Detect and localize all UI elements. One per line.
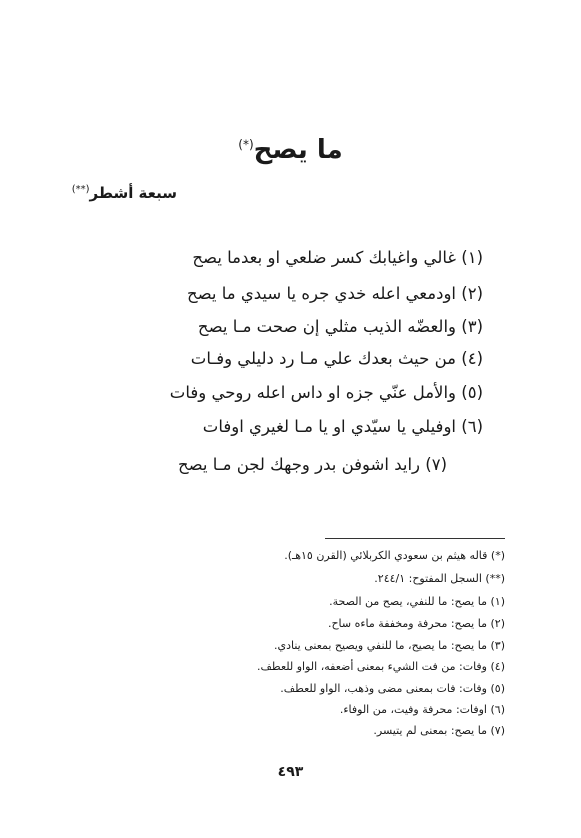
verse-line-1: (١) غالي واغيابك كسر ضلعي او بعدما يصح: [192, 248, 483, 267]
poem-subtitle-footnote-mark: (**): [71, 184, 90, 195]
footnote-item: (٣) ما يصح: ما يصيح، ما للنفي ويصيح بمعنى ينادي.: [273, 639, 505, 652]
verse-line-6: (٦) اوفيلي يا سيّدي او يا مـا لغيري اوفات: [202, 417, 483, 436]
footnote-divider: [325, 538, 505, 539]
footnote-item: (*) قاله هيثم بن سعودي الكربلائي (القرن ١٥هـ).: [284, 549, 505, 562]
footnote-item: (٦) اوفات: محرفة وفيت، من الوفاء.: [339, 703, 505, 716]
verse-line-4: (٤) من حيث بعدك علي مـا رد دليلي وفـات: [190, 349, 483, 368]
poem-subtitle-text: سبعة أشطر: [89, 184, 177, 202]
poem-title: [0, 132, 581, 168]
footnote-item: (٤) وفات: من فت الشيء بمعنى أضعفه، الواو للعطف.: [257, 660, 505, 673]
footnote-item: (٥) وفات: فات بمعنى مضى وذهب، الواو للعطف.: [280, 682, 505, 695]
footnote-item: (٧) ما يصح: بمعنى لم يتيسر.: [373, 724, 505, 737]
footnote-item: (٢) ما يصح: محرفة ومخففة ماءه ساح.: [327, 617, 505, 630]
poem-subtitle: [72, 182, 177, 204]
verse-line-7: (٧) رايد اشوفن بدر وجهك لجن مـا يصح: [177, 455, 447, 474]
poem-title-text: ما يصح: [253, 135, 343, 165]
poem-title-footnote-mark: (*): [238, 137, 254, 152]
page-number: ٤٩٣: [277, 764, 304, 780]
footnote-item: (**) السجل المفتوح: ٢٤٤/١.: [374, 572, 505, 585]
verse-line-5: (٥) والأمل عنّي جزه او داس اعله روحي وفات: [169, 383, 483, 402]
verse-line-3: (٣) والعضّه الذيب مثلي إن صحت مـا يصح: [197, 317, 483, 336]
verse-line-2: (٢) اودمعي اعله خدي جره يا سيدي ما يصح: [186, 284, 483, 303]
footnote-item: (١) ما يصح: ما للنفي، يصح من الصحة.: [329, 595, 505, 608]
